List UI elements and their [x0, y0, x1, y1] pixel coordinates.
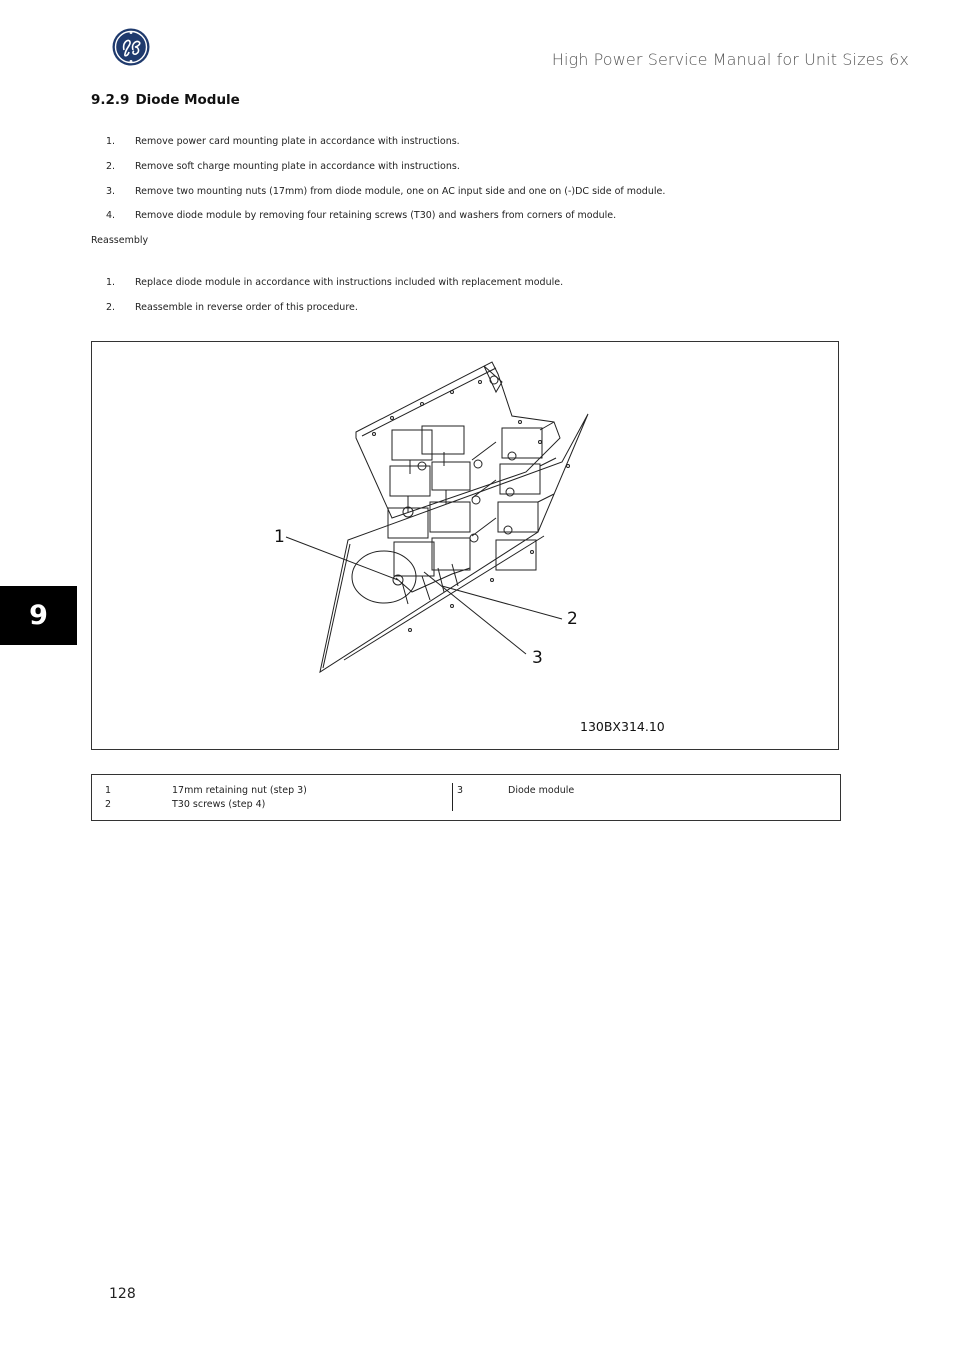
step-number: 2. — [106, 161, 116, 172]
figure-legend — [91, 774, 841, 821]
section-title: Diode Module — [135, 92, 240, 108]
step-number: 1. — [106, 277, 116, 288]
legend-number: 2 — [105, 799, 112, 810]
step-text: Replace diode module in accordance with instructions included with replacement module. — [135, 277, 564, 288]
step-text: Remove diode module by removing four retaining screws (T30) and washers from corners of module. — [135, 210, 617, 221]
callout-1: 1 — [274, 527, 285, 547]
step-number: 4. — [106, 210, 116, 221]
diode-module-drawing — [92, 342, 840, 751]
step-text: Remove soft charge mounting plate in accordance with instructions. — [135, 161, 460, 172]
step-text: Remove two mounting nuts (17mm) from diode module, one on AC input side and one on (-)DC side of module. — [135, 186, 666, 197]
diode-module-figure — [91, 341, 839, 750]
step-number: 1. — [106, 136, 116, 147]
callout-2: 2 — [567, 609, 578, 629]
step-number: 3. — [106, 186, 116, 197]
step-number: 2. — [106, 302, 116, 313]
ge-logo-icon — [112, 28, 150, 66]
chapter-tab: 9 — [0, 586, 77, 645]
manual-title: High Power Service Manual for Unit Sizes 6x — [551, 50, 909, 69]
legend-divider — [452, 783, 453, 811]
section-number: 9.2.9 — [91, 92, 130, 108]
legend-text: T30 screws (step 4) — [172, 799, 266, 810]
page-number: 128 — [109, 1286, 136, 1302]
legend-text: Diode module — [508, 785, 575, 796]
step-text: Remove power card mounting plate in accordance with instructions. — [135, 136, 460, 147]
reassembly-heading: Reassembly — [91, 235, 149, 246]
section-heading — [91, 92, 240, 108]
legend-number: 1 — [105, 785, 112, 796]
step-text: Reassemble in reverse order of this procedure. — [135, 302, 358, 313]
legend-text: 17mm retaining nut (step 3) — [172, 785, 307, 796]
legend-number: 3 — [457, 785, 464, 796]
figure-code: 130BX314.10 — [580, 719, 665, 734]
callout-3: 3 — [532, 648, 543, 668]
